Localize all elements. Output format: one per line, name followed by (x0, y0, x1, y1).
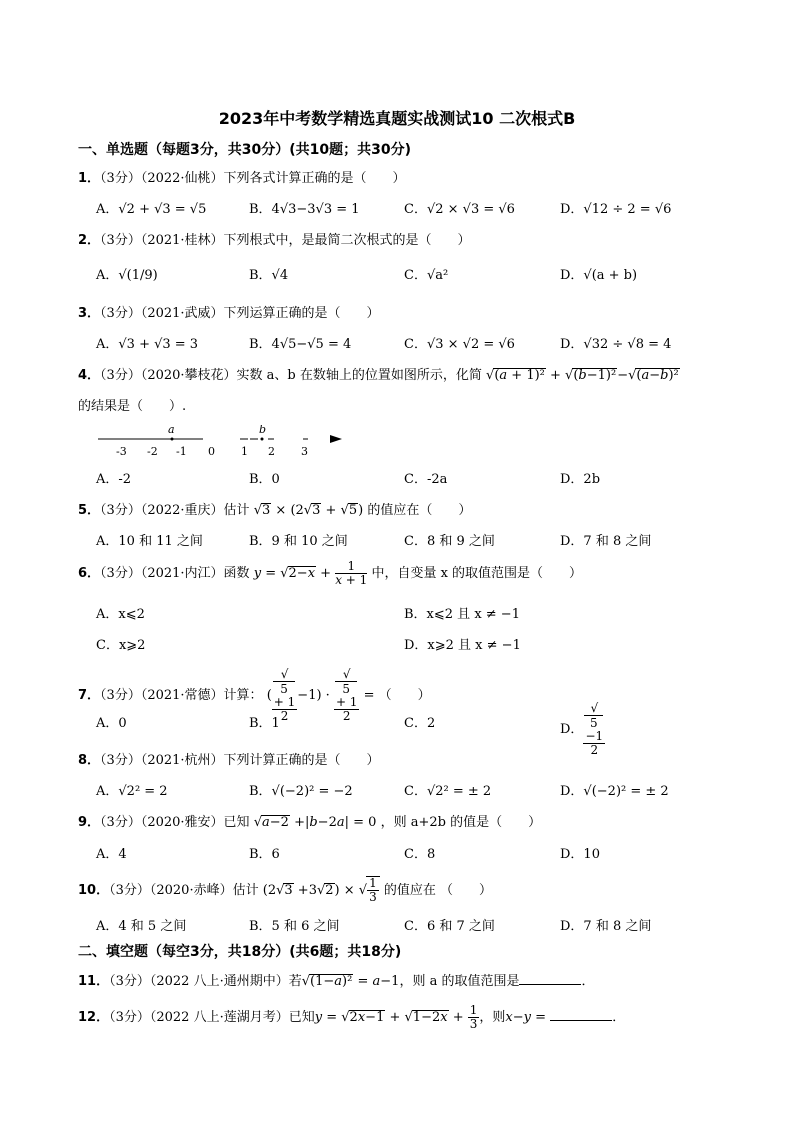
formula-q7: ( √ 5 + 1 2 −1) · √ 5 + 1 2 = (266, 667, 375, 723)
question-7: 7．（3分）（2021·常德）计算： ( √ 5 + 1 2 −1) · √ 5 + 1 2 = （ ） (78, 667, 431, 723)
option-a[interactable]: A．x⩽2 (96, 607, 145, 622)
option-d[interactable]: D．√(a + b) (560, 268, 638, 283)
formula-q11: √(1−a)² = a−1 (301, 974, 400, 989)
tick-label: 3 (301, 445, 308, 458)
option-a[interactable]: A．√2 + √3 = √5 (96, 202, 207, 217)
option-b[interactable]: B．1 (249, 716, 280, 731)
option-b[interactable]: B．4√3−3√3 = 1 (249, 202, 360, 217)
option-b[interactable]: B．√(−2)² = −2 (249, 784, 353, 799)
option-d[interactable]: D．√(−2)² = ± 2 (560, 784, 669, 799)
question-8: 8．（3分）（2021·杭州）下列计算正确的是（ ） (78, 753, 380, 768)
answer-blank[interactable] (550, 1009, 612, 1021)
option-a[interactable]: A．√3 + √3 = 3 (96, 337, 199, 352)
option-a[interactable]: A．4 和 5 之间 (96, 919, 187, 934)
question-4: 4．（3分）（2020·攀枝花）实数 a、b 在数轴上的位置如图所示，化简 √(a + 1)² + √(b−1)²−√(a−b)² (78, 368, 679, 383)
question-12: 12．（3分）（2022 八上·莲湖月考）已知y = √2x−1 + √1−2x + $\frac{1}{3}$ ，则x−y = ． (78, 1003, 626, 1031)
tick-label: -3 (116, 445, 127, 458)
option-b[interactable]: B．x⩽2 且 x ≠ −1 (404, 607, 520, 622)
option-c[interactable]: C．√2 × √3 = √6 (404, 202, 515, 217)
option-c[interactable]: C．8 和 9 之间 (404, 534, 495, 549)
formula-q9: √a−2 +|b−2a| = 0 (253, 815, 377, 830)
formula-q6: y = √2−x + $\frac{1}{x + 1}$ (253, 559, 368, 587)
formula-q4: √(a + 1)² + √(b−1)²−√(a−b)² (486, 368, 679, 383)
option-c[interactable]: C．2 (404, 716, 436, 731)
option-a[interactable]: A．0 (96, 716, 127, 731)
label-a: a (168, 425, 175, 436)
option-c[interactable]: C．-2a (404, 472, 448, 487)
option-b[interactable]: B．5 和 6 之间 (249, 919, 340, 934)
option-d[interactable]: D．√12 ÷ 2 = √6 (560, 202, 672, 217)
option-d[interactable]: D．√32 ÷ √8 = 4 (560, 337, 672, 352)
option-b[interactable]: B．0 (249, 472, 280, 487)
option-a[interactable]: A．√2² = 2 (96, 784, 168, 799)
number-line-figure (98, 425, 358, 461)
tick-label: 1 (241, 445, 248, 458)
section-heading-fill: 二、填空题（每空3分，共18分）(共6题；共18分) (78, 944, 402, 960)
option-b[interactable]: B．9 和 10 之间 (249, 534, 348, 549)
option-c[interactable]: C．8 (404, 847, 436, 862)
option-d[interactable]: D． √ 5 −1 2 (560, 701, 604, 757)
question-3: 3．（3分）（2021·武威）下列运算正确的是（ ） (78, 306, 380, 321)
option-d[interactable]: D．x⩾2 且 x ≠ −1 (404, 638, 521, 653)
option-c[interactable]: C．√3 × √2 = √6 (404, 337, 515, 352)
question-1: 1．（3分）（2022·仙桃）下列各式计算正确的是（ ） (78, 171, 406, 186)
label-b: b (259, 425, 267, 436)
option-a[interactable]: A．10 和 11 之间 (96, 534, 203, 549)
formula-q10: (2√3 +3√2) × √ $\frac{1}{3}$ (263, 883, 380, 898)
section-heading-choice: 一、单选题（每题3分，共30分）(共10题；共30分) (78, 142, 411, 158)
option-c[interactable]: C．√a² (404, 268, 449, 283)
tick-label: 2 (268, 445, 275, 458)
option-d[interactable]: D．7 和 8 之间 (560, 534, 652, 549)
option-a[interactable]: A．4 (96, 847, 127, 862)
option-d[interactable]: D．10 (560, 847, 600, 862)
question-10: 10．（3分）（2020·赤峰）估计 (2√3 +3√2) × √ $\frac{1}{3}$ 的值应在 （ ） (78, 876, 492, 904)
question-2: 2．（3分）（2021·桂林）下列根式中，是最简二次根式的是（ ） (78, 233, 471, 248)
tick-label: -2 (147, 445, 158, 458)
answer-blank[interactable] (519, 973, 581, 985)
question-11: 11．（3分）（2022 八上·通州期中）若√(1−a)² = a−1，则 a 的取值范围是 ． (78, 974, 595, 989)
arrow-right-icon (330, 435, 342, 443)
option-d[interactable]: D．2b (560, 472, 601, 487)
option-b[interactable]: B．6 (249, 847, 280, 862)
question-5: 5．（3分）（2022·重庆）估计 √3 × (2√3 + √5) 的值应在（ ） (78, 503, 472, 518)
option-c[interactable]: C．6 和 7 之间 (404, 919, 495, 934)
tick-label: -1 (176, 445, 187, 458)
question-6: 6．（3分）（2021·内江）函数 y = √2−x + $\frac{1}{x + 1}$ 中，自变量 x 的取值范围是（ ） (78, 559, 583, 587)
question-9: 9．（3分）（2020·雅安）已知 √a−2 +|b−2a| = 0 ，则 a+2b 的值是（ ） (78, 815, 542, 830)
page-title: 2023年中考数学精选真题实战测试10 二次根式B (218, 109, 576, 128)
formula-q12-target: x−y = (505, 1010, 551, 1025)
option-d[interactable]: D．7 和 8 之间 (560, 919, 652, 934)
option-a[interactable]: A．-2 (96, 472, 132, 487)
question-4-cont: 的结果是（ ）. (78, 399, 187, 414)
formula-q5: √3 × (2√3 + √5) (253, 503, 364, 518)
point-b (261, 438, 264, 441)
option-c[interactable]: C．x⩾2 (96, 638, 146, 653)
formula-q12: y = √2x−1 + √1−2x + $\frac{1}{3}$ (314, 1003, 478, 1031)
tick-label: 0 (208, 445, 215, 458)
option-a[interactable]: A．√(1/9) (96, 268, 158, 283)
option-b[interactable]: B．4√5−√5 = 4 (249, 337, 352, 352)
option-b[interactable]: B．√4 (249, 268, 289, 283)
option-c[interactable]: C．√2² = ± 2 (404, 784, 492, 799)
point-a (171, 438, 174, 441)
